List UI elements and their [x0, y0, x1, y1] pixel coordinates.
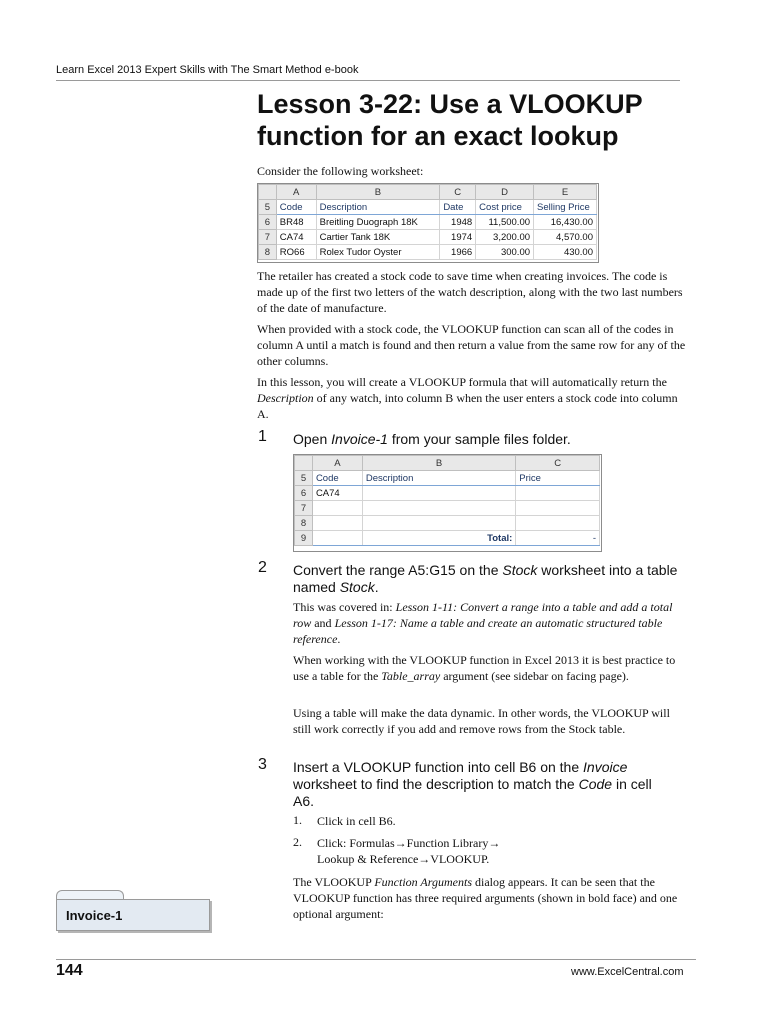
footer-rule [56, 959, 696, 960]
sub-step-number: 2. [293, 835, 302, 849]
lesson-title [257, 88, 687, 152]
row-header: 7 [295, 501, 313, 516]
step-number-2: 2 [258, 559, 267, 576]
emphasis-run: Stock [339, 579, 375, 595]
emphasis-run: Invoice [583, 759, 628, 775]
row-header: 9 [295, 531, 313, 546]
cell: 4,570.00 [534, 230, 597, 245]
intro-paragraph-1: The retailer has created a stock code to save time when creating invoices. The code is made up of the first two letters of the watch description, along with the two last numbers of the date of manufacture. [257, 269, 683, 315]
column-header: C [440, 185, 476, 200]
text-run: Open [293, 431, 332, 447]
cell [362, 501, 515, 516]
intro-paragraph-2: When provided with a stock code, the VLOOKUP function can scan all of the codes in column A until a match is found and then return a value from the same row for any of the other columns. [257, 322, 686, 368]
lesson-reference: Lesson 1-11: Convert a range into a table and add a total row [293, 600, 673, 630]
menu-path-line: Lookup & Reference→VLOOKUP. [317, 852, 490, 866]
row-header: 5 [295, 471, 313, 486]
step-2-text [293, 562, 683, 596]
lesson-title-line2: function for an exact lookup [257, 121, 619, 151]
invoice-sheet [294, 455, 600, 546]
table-row [295, 501, 600, 516]
table-row [295, 516, 600, 531]
menu-path-line: Click: Formulas→Function Library→ [317, 836, 501, 850]
table-row [259, 245, 597, 260]
header-cell-cost-price: Cost price [476, 200, 534, 215]
cell: CA74 [312, 486, 362, 501]
column-header: C [516, 456, 600, 471]
emphasis-run: Invoice-1 [331, 431, 388, 447]
step-number-3: 3 [258, 756, 267, 773]
cell: CA74 [276, 230, 316, 245]
sheet-corner [259, 185, 277, 200]
column-header: D [476, 185, 534, 200]
emphasis-run: Function Arguments [374, 875, 472, 889]
table-row [295, 486, 600, 501]
text-run: of any watch, into column B when the user enters a stock code into column A. [257, 391, 678, 421]
cell: 16,430.00 [534, 215, 597, 230]
column-header: A [276, 185, 316, 200]
header-cell-code: Code [312, 471, 362, 486]
cell [312, 501, 362, 516]
header-cell-date: Date [440, 200, 476, 215]
header-cell-code: Code [276, 200, 316, 215]
header-cell-description: Description [316, 200, 440, 215]
cell: Breitling Duograph 18K [316, 215, 440, 230]
consider-text: Consider the following worksheet: [257, 164, 424, 178]
text-run: Convert the range A5:G15 on the [293, 562, 503, 578]
invoice-column-headers [295, 456, 600, 471]
invoice-header-row [295, 471, 600, 486]
text-run: . [374, 579, 379, 595]
sample-file-tab [56, 890, 212, 932]
cell [312, 516, 362, 531]
total-value: - [516, 531, 600, 546]
step-2-paragraph-2: Using a table will make the data dynamic. In other words, the VLOOKUP will still work correctly if you add and remove rows from the Stock table. [293, 706, 670, 736]
text-run: in cell A6. [293, 776, 652, 809]
sub-step-number: 1. [293, 813, 302, 827]
cell: 11,500.00 [476, 215, 534, 230]
cell [362, 516, 515, 531]
cell [516, 501, 600, 516]
cell [516, 486, 600, 501]
header-cell-selling-price: Selling Price [534, 200, 597, 215]
cell: Cartier Tank 18K [316, 230, 440, 245]
sub-step-1-text: Click in cell B6. [317, 814, 396, 828]
sheet-corner [295, 456, 313, 471]
text-run: from your sample files folder. [387, 431, 571, 447]
cell: RO66 [276, 245, 316, 260]
step-3-paragraph [293, 874, 683, 922]
emphasis-run: Stock [502, 562, 538, 578]
invoice-total-row [295, 531, 600, 546]
text-run: worksheet into a table named [293, 562, 678, 595]
lesson-reference: Lesson 1-17: Name a table and create an automatic structured table reference [293, 616, 663, 646]
row-header: 8 [295, 516, 313, 531]
table-row [259, 230, 597, 245]
text-run: dialog appears. It can be seen that the VLOOKUP function has three required arguments (shown in bold face) and one optional argument: [293, 875, 678, 921]
row-header: 6 [259, 215, 277, 230]
text-run: When working with the VLOOKUP function in Excel 2013 it is best practice to use a table for the [293, 653, 676, 683]
text-run: and [311, 616, 335, 630]
step-2-paragraph-1 [293, 652, 683, 684]
cell: 3,200.00 [476, 230, 534, 245]
running-header: Learn Excel 2013 Expert Skills with The Smart Method e-book [56, 64, 359, 76]
column-header: E [534, 185, 597, 200]
intro-paragraph-3 [257, 374, 687, 422]
text-run: The VLOOKUP [293, 875, 375, 889]
header-cell-description: Description [362, 471, 515, 486]
page-number: 144 [56, 962, 83, 979]
table-row [259, 215, 597, 230]
emphasis-run: Code [578, 776, 613, 792]
step-1-text [293, 431, 693, 448]
cell [362, 486, 515, 501]
stock-header-row [259, 200, 597, 215]
total-label: Total: [362, 531, 515, 546]
row-header: 7 [259, 230, 277, 245]
row-header: 5 [259, 200, 277, 215]
column-header: B [362, 456, 515, 471]
row-header: 6 [295, 486, 313, 501]
emphasis-run: Description [257, 391, 314, 405]
cell: 430.00 [534, 245, 597, 260]
text-run: argument (see sidebar on facing page). [440, 669, 629, 683]
row-header: 8 [259, 245, 277, 260]
header-rule [56, 80, 680, 81]
step-number-1: 1 [258, 428, 267, 445]
cell: Rolex Tudor Oyster [316, 245, 440, 260]
cell: 1966 [440, 245, 476, 260]
emphasis-run: Table_array [381, 669, 441, 683]
step-3-text [293, 759, 673, 810]
cell: 1948 [440, 215, 476, 230]
column-header: B [316, 185, 440, 200]
cell [312, 531, 362, 546]
stock-sheet [258, 184, 597, 260]
header-cell-price: Price [516, 471, 600, 486]
cell: 1974 [440, 230, 476, 245]
text-run: worksheet to find the description to match the [293, 776, 579, 792]
cell: 300.00 [476, 245, 534, 260]
cell [516, 516, 600, 531]
covered-in-note [293, 599, 683, 647]
sample-file-label: Invoice-1 [66, 908, 123, 923]
text-run: Insert a VLOOKUP function into cell B6 on the [293, 759, 584, 775]
lesson-title-line1: Lesson 3-22: Use a VLOOKUP [257, 89, 643, 119]
cell: BR48 [276, 215, 316, 230]
text-run: This was covered in: [293, 600, 396, 614]
footer-website: www.ExcelCentral.com [571, 966, 684, 978]
text-run: In this lesson, you will create a VLOOKUP formula that will automatically return the [257, 375, 667, 389]
text-run: . [337, 632, 341, 646]
stock-column-headers [259, 185, 597, 200]
sub-step-2-text [317, 835, 677, 867]
column-header: A [312, 456, 362, 471]
